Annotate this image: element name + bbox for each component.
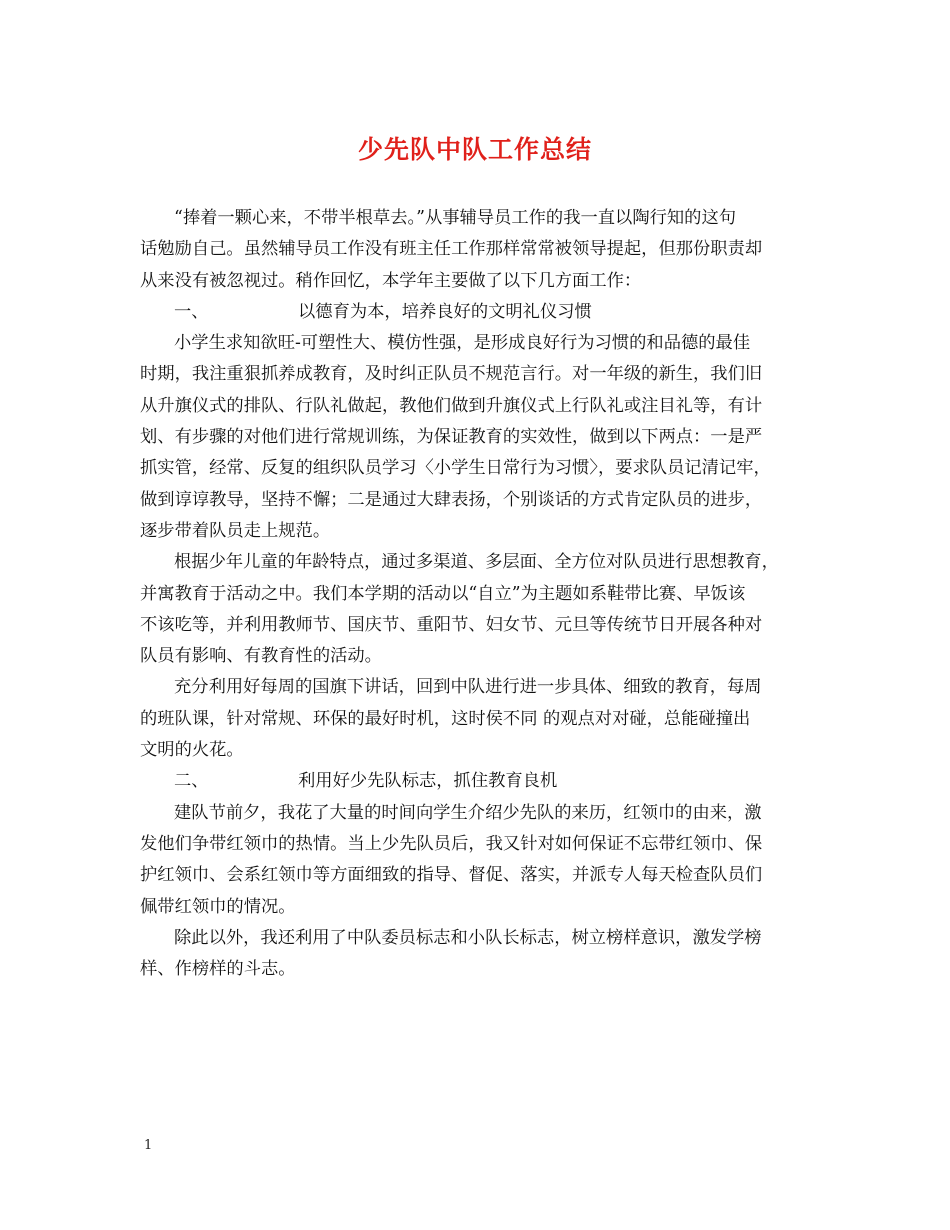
- text-line: 护红领巾、会系红领巾等方面细致的指导、督促、落实，并派专人每天检查队员们: [140, 865, 763, 886]
- text-line: 从来没有被忽视过。稍作回忆，本学年主要做了以下几方面工作：: [140, 270, 642, 291]
- text-line: 建队节前夕，我花了大量的时间向学生介绍少先队的来历，红领巾的由来，激: [174, 802, 762, 823]
- text-line: 话勉励自己。虽然辅导员工作没有班主任工作那样常常被领导提起，但那份职责却: [140, 239, 763, 260]
- text-line: 佩带红领巾的情况。: [140, 896, 296, 917]
- section-heading-text: 以德育为本，培养良好的文明礼仪习惯: [298, 301, 592, 322]
- paragraph-1: [140, 328, 828, 547]
- section-heading-2: [140, 766, 828, 797]
- paragraph-5: [140, 923, 828, 986]
- section-number: 一、: [174, 301, 209, 322]
- paragraph-4: [140, 798, 828, 923]
- paragraph-3: [140, 672, 828, 766]
- text-line: 除此以外，我还利用了中队委员标志和小队长标志，树立榜样意识，激发学榜: [174, 927, 762, 948]
- page-number: 1: [144, 1138, 153, 1153]
- text-line: 做到谆谆教导，坚持不懈；二是通过大肆表扬，个别谈话的方式肯定队员的进步，: [140, 489, 763, 510]
- document-title: 少先队中队工作总结: [357, 135, 592, 164]
- section-number: 二、: [174, 771, 209, 792]
- intro-paragraph: [140, 203, 828, 297]
- text-line: 并寓教育于活动之中。我们本学期的活动以“自立”为主题如系鞋带比赛、早饭该: [140, 583, 746, 604]
- section-heading-text: 利用好少先队标志，抓住教育良机: [298, 771, 558, 792]
- text-line: 的班队课，针对常规、环保的最好时机，这时侯不同 的观点对对碰，总能碰撞出: [140, 708, 751, 729]
- text-line: 划、有步骤的对他们进行常规训练，为保证教育的实效性，做到以下两点：一是严: [140, 427, 763, 448]
- text-line: 小学生求知欲旺-可塑性大、模仿性强，是形成良好行为习惯的和品德的最佳: [174, 333, 751, 354]
- text-line: 时期，我注重狠抓养成教育，及时纠正队员不规范言行。对一年级的新生，我们旧: [140, 364, 763, 385]
- text-line: 文明的火花。: [140, 740, 244, 761]
- text-line: 从升旗仪式的排队、行队礼做起，教他们做到升旗仪式上行队礼或注目礼等，有计: [140, 395, 763, 416]
- text-line: 根据少年儿童的年龄特点，通过多渠道、多层面、全方位对队员进行思想教育，: [174, 552, 779, 573]
- text-line: 抓实管，经常、反复的组织队员学习〈小学生日常行为习惯〉，要求队员记清记牢，: [140, 458, 771, 479]
- text-line: 样、作榜样的斗志。: [140, 959, 296, 980]
- text-line: 不该吃等，并利用教师节、国庆节、重阳节、妇女节、元旦等传统节日开展各种对: [140, 614, 763, 635]
- text-line: “捧着一颗心来，不带半根草去。”从事辅导员工作的我一直以陶行知的这句: [174, 208, 737, 228]
- text-line: 充分利用好每周的国旗下讲话，回到中队进行进一步具体、细致的教育，每周: [174, 677, 762, 698]
- document-body: [140, 203, 828, 985]
- text-line: 发他们争带红领巾的热情。当上少先队员后，我又针对如何保证不忘带红领巾、保: [140, 833, 763, 854]
- text-line: 队员有影响、有教育性的活动。: [140, 646, 382, 667]
- text-line: 逐步带着队员走上规范。: [140, 520, 331, 541]
- paragraph-2: [140, 547, 828, 672]
- section-heading-1: [140, 297, 828, 328]
